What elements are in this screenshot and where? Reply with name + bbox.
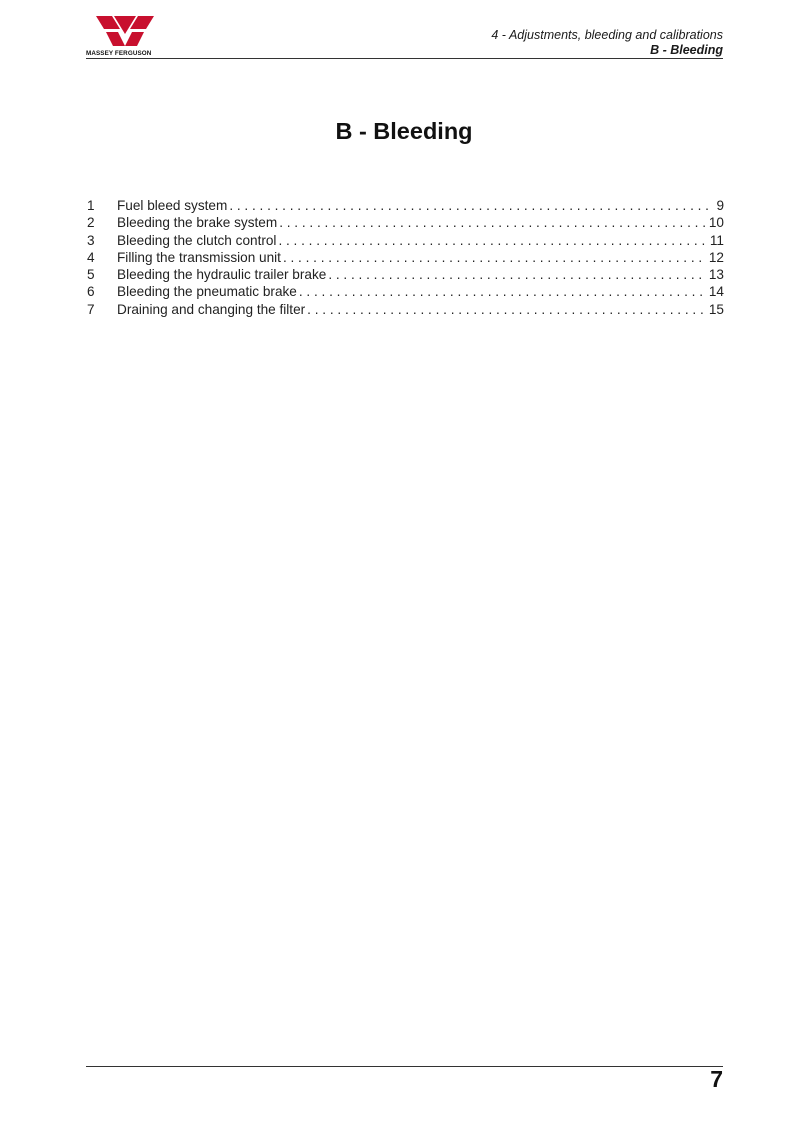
chapter-title: 4 - Adjustments, bleeding and calibrations	[491, 28, 723, 42]
toc-label: Fuel bleed system	[117, 198, 228, 213]
table-of-contents	[87, 197, 724, 318]
toc-page: 12	[708, 249, 724, 265]
toc-number: 3	[87, 232, 95, 248]
footer-divider	[86, 1066, 723, 1067]
toc-leader	[278, 232, 707, 249]
toc-label: Bleeding the brake system	[117, 215, 278, 231]
page-title: B - Bleeding	[335, 118, 473, 144]
toc-leader	[279, 214, 707, 231]
toc-number: 1	[87, 198, 95, 213]
page-number: 7	[710, 1066, 723, 1092]
toc-label: Bleeding the hydraulic trailer brake	[117, 267, 327, 283]
toc-label: Bleeding the pneumatic brake	[117, 284, 297, 300]
toc-label: Draining and changing the filter	[117, 301, 306, 317]
toc-number: 2	[87, 215, 95, 231]
toc-entry[interactable]	[87, 266, 724, 283]
toc-page: 9	[716, 198, 724, 213]
toc-entry[interactable]	[87, 197, 724, 214]
toc-page: 11	[709, 232, 724, 248]
toc-number: 5	[87, 267, 95, 283]
running-header	[491, 28, 723, 58]
toc-leader	[307, 301, 707, 318]
toc-entry[interactable]	[87, 214, 724, 231]
toc-page: 15	[708, 301, 724, 317]
toc-label: Bleeding the clutch control	[117, 232, 277, 248]
toc-number: 6	[87, 284, 95, 300]
toc-leader	[299, 283, 707, 300]
toc-label: Filling the transmission unit	[117, 249, 281, 265]
triple-triangle-logo-icon	[94, 14, 156, 48]
toc-page: 14	[708, 284, 724, 300]
toc-leader	[229, 197, 714, 214]
toc-number: 7	[87, 301, 95, 317]
toc-entry[interactable]	[87, 301, 724, 318]
toc-number: 4	[87, 249, 95, 265]
toc-page: 10	[708, 215, 724, 231]
toc-leader	[328, 266, 707, 283]
toc-page: 13	[708, 267, 724, 283]
toc-entry[interactable]	[87, 232, 724, 249]
section-title: B - Bleeding	[650, 43, 723, 57]
toc-leader	[283, 249, 707, 266]
brand-name: MASSEY FERGUSON	[86, 50, 152, 57]
brand-logo	[86, 14, 166, 60]
toc-entry[interactable]	[87, 283, 724, 300]
toc-entry[interactable]	[87, 249, 724, 266]
header-divider	[86, 58, 723, 59]
